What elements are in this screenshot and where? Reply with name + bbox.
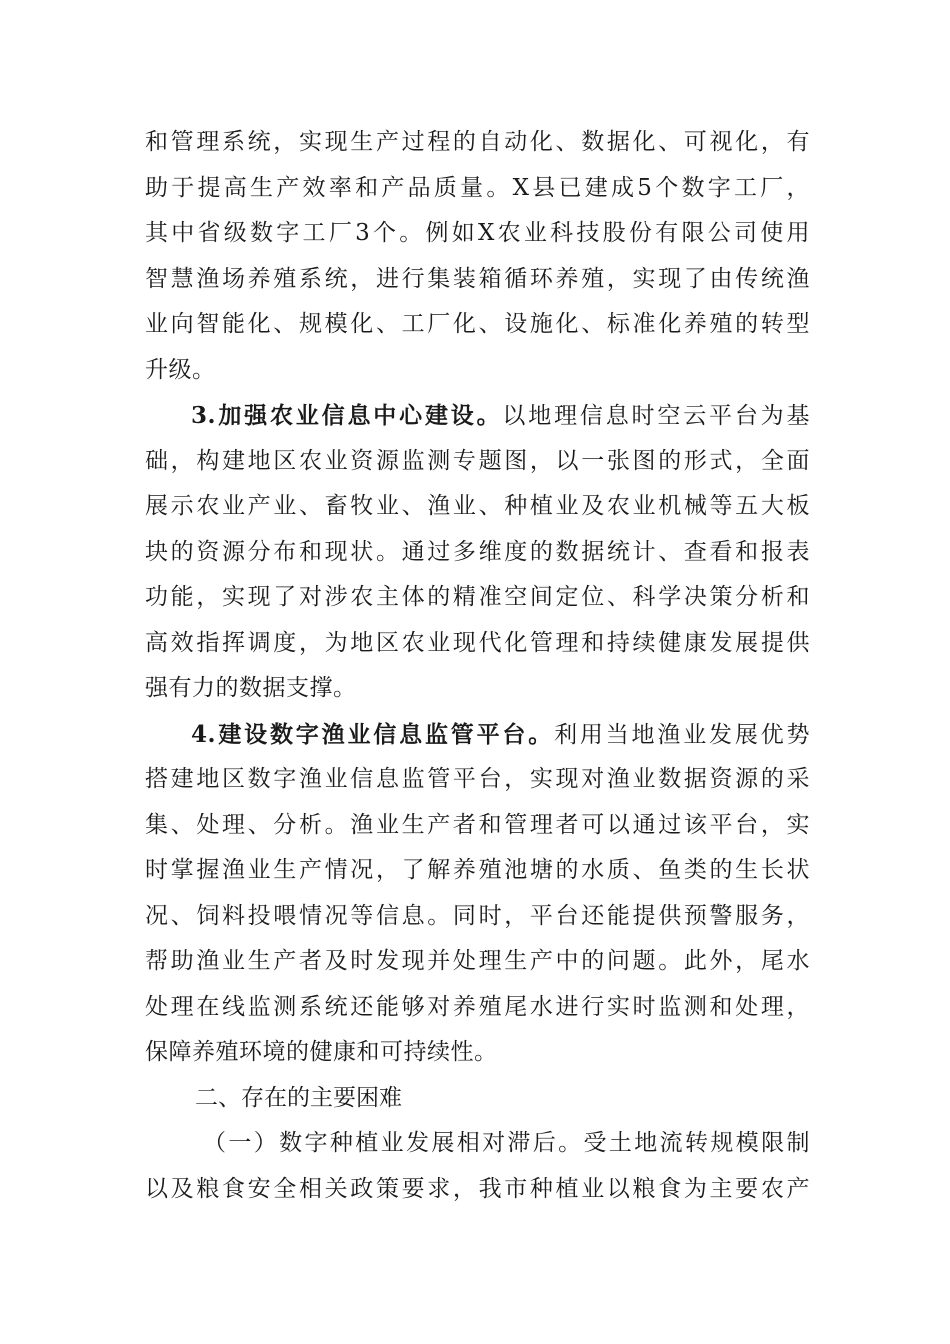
- paragraph-first-line-rest: 以地理信息时空云平台为基: [502, 403, 811, 429]
- text-line: 功能，实现了对涉农主体的精准空间定位、科学决策分析和: [145, 584, 810, 610]
- text-line: 处理在线监测系统还能够对养殖尾水进行实时监测和处理，: [145, 993, 810, 1020]
- paragraph-first-line: （一）数字种植业发展相对滞后。受土地流转规模限制: [203, 1130, 810, 1156]
- text-line: 助于提高生产效率和产品质量。X县已建成5个数字工厂，: [145, 174, 810, 201]
- paragraph-first-line: [145, 712, 810, 758]
- paragraph-digital-factories: [145, 120, 810, 393]
- paragraph-lead-text: 4.建设数字渔业信息监管平台。: [191, 720, 555, 748]
- text-line: 业向智能化、规模化、工厂化、设施化、标准化养殖的转型: [145, 311, 810, 337]
- text-line: 展示农业产业、畜牧业、渔业、种植业及农业机械等五大板: [145, 493, 810, 519]
- text-line: 保障养殖环境的健康和可持续性。: [145, 1039, 498, 1065]
- text-line: 其中省级数字工厂3个。例如X农业科技股份有限公司使用: [145, 220, 810, 246]
- document-body: [145, 120, 810, 1212]
- text-line: 时掌握渔业生产情况，了解养殖池塘的水质、鱼类的生长状: [145, 857, 810, 883]
- paragraph-agri-info-center: [145, 393, 810, 712]
- paragraph-fishery-platform: [145, 712, 810, 1076]
- text-line: 础，构建地区农业资源监测专题图，以一张图的形式，全面: [145, 447, 810, 474]
- text-line: 以及粮食安全相关政策要求，我市种植业以粮食为主要农产: [145, 1175, 810, 1202]
- text-line: 集、处理、分析。渔业生产者和管理者可以通过该平台，实: [145, 811, 810, 838]
- text-line: 升级。: [145, 356, 216, 383]
- paragraph-first-line-rest: 利用当地渔业发展优势: [554, 721, 811, 748]
- text-line: 强有力的数据支撑。: [145, 675, 357, 701]
- text-line: 况、饲料投喂情况等信息。同时，平台还能提供预警服务，: [145, 902, 810, 929]
- text-line: 高效指挥调度，为地区农业现代化管理和持续健康发展提供: [145, 629, 810, 656]
- text-line: 帮助渔业生产者及时发现并处理生产中的问题。此外，尾水: [145, 948, 810, 974]
- text-line: 搭建地区数字渔业信息监管平台，实现对渔业数据资源的采: [145, 766, 810, 792]
- paragraph-lead-text: 3.加强农业信息中心建设。: [191, 402, 503, 429]
- text-line: 块的资源分布和现状。通过多维度的数据统计、查看和报表: [145, 538, 810, 565]
- section-heading: 二、存在的主要困难: [195, 1084, 402, 1111]
- text-line: 智慧渔场养殖系统，进行集装箱循环养殖，实现了由传统渔: [145, 265, 810, 292]
- paragraph-first-line: [145, 393, 810, 439]
- paragraph-planting-lag: [145, 1121, 810, 1212]
- text-line: 和管理系统，实现生产过程的自动化、数据化、可视化，有: [145, 129, 810, 155]
